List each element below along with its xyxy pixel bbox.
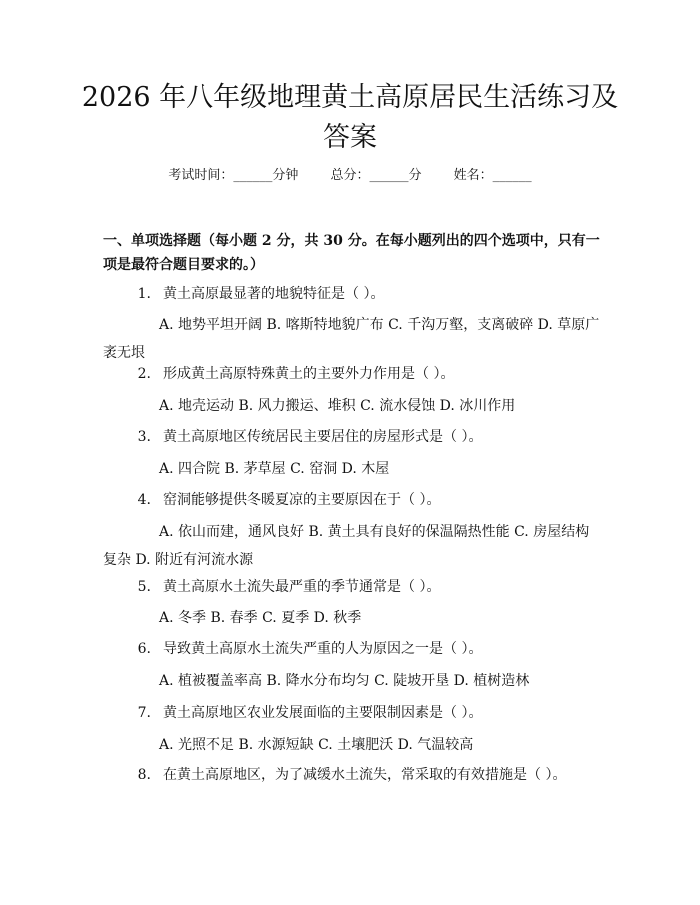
exam-info (0, 166, 700, 186)
question-options: A. 依山而建，通风良好 B. 黄土具有良好的保温隔热性能 C. 房屋结构复杂 D. 附近有河流水源 (103, 524, 590, 568)
question-number: 5. (137, 579, 151, 595)
student-name-field: 姓名：______ (453, 168, 532, 183)
question-text: 黄土高原地区传统居民主要居住的房屋形式是（ ）。 (163, 429, 483, 445)
question-number: 7. (137, 705, 151, 721)
question-text: 导致黄土高原水土流失严重的人为原因之一是（ ）。 (163, 641, 483, 657)
question-number: 4. (137, 492, 151, 508)
question-number: 3. (137, 429, 151, 445)
exam-time-field: 考试时间：______分钟 (168, 168, 299, 183)
question-options: A. 冬季 B. 春季 C. 夏季 D. 秋季 (159, 610, 362, 626)
question-stem (103, 425, 600, 449)
question-text: 黄土高原地区农业发展面临的主要限制因素是（ ）。 (163, 705, 483, 721)
question-text: 黄土高原水土流失最严重的季节通常是（ ）。 (163, 579, 441, 595)
question-options: A. 地势平坦开阔 B. 喀斯特地貌广布 C. 千沟万壑，支离破碎 D. 草原广袤无垠 (103, 317, 600, 361)
question-number: 8. (137, 767, 151, 783)
question-stem (103, 282, 600, 306)
question-text: 形成黄土高原特殊黄土的主要外力作用是（ ）。 (163, 366, 455, 382)
question-stem (103, 637, 600, 661)
question-text: 在黄土高原地区，为了减缓水土流失，常采取的有效措施是（ ）。 (163, 767, 567, 783)
question-stem (103, 488, 600, 512)
question-stem (103, 575, 600, 599)
question-stem (103, 362, 600, 386)
question-options: A. 光照不足 B. 水源短缺 C. 土壤肥沃 D. 气温较高 (159, 737, 474, 753)
question-text: 黄土高原最显著的地貌特征是（ ）。 (163, 286, 385, 302)
question-options: A. 地壳运动 B. 风力搬运、堆积 C. 流水侵蚀 D. 冰川作用 (159, 398, 516, 414)
question-number: 1. (137, 286, 151, 302)
question-number: 2. (137, 366, 151, 382)
total-score-field: 总分：______分 (330, 168, 422, 183)
question-stem (103, 763, 600, 787)
question-options: A. 植被覆盖率高 B. 降水分布均匀 C. 陡坡开垦 D. 植树造林 (159, 673, 530, 689)
question-number: 6. (137, 641, 151, 657)
question-options: A. 四合院 B. 茅草屋 C. 窑洞 D. 木屋 (159, 461, 390, 477)
page-title: 2026 年八年级地理黄土高原居民生活练习及答案 (81, 82, 619, 153)
section-heading: 一、单项选择题（每小题 2 分，共 30 分。在每小题列出的四个选项中，只有一项是最符合题目要求的。） (103, 233, 600, 273)
question-text: 窑洞能够提供冬暖夏凉的主要原因在于（ ）。 (163, 492, 441, 508)
question-stem (103, 701, 600, 725)
